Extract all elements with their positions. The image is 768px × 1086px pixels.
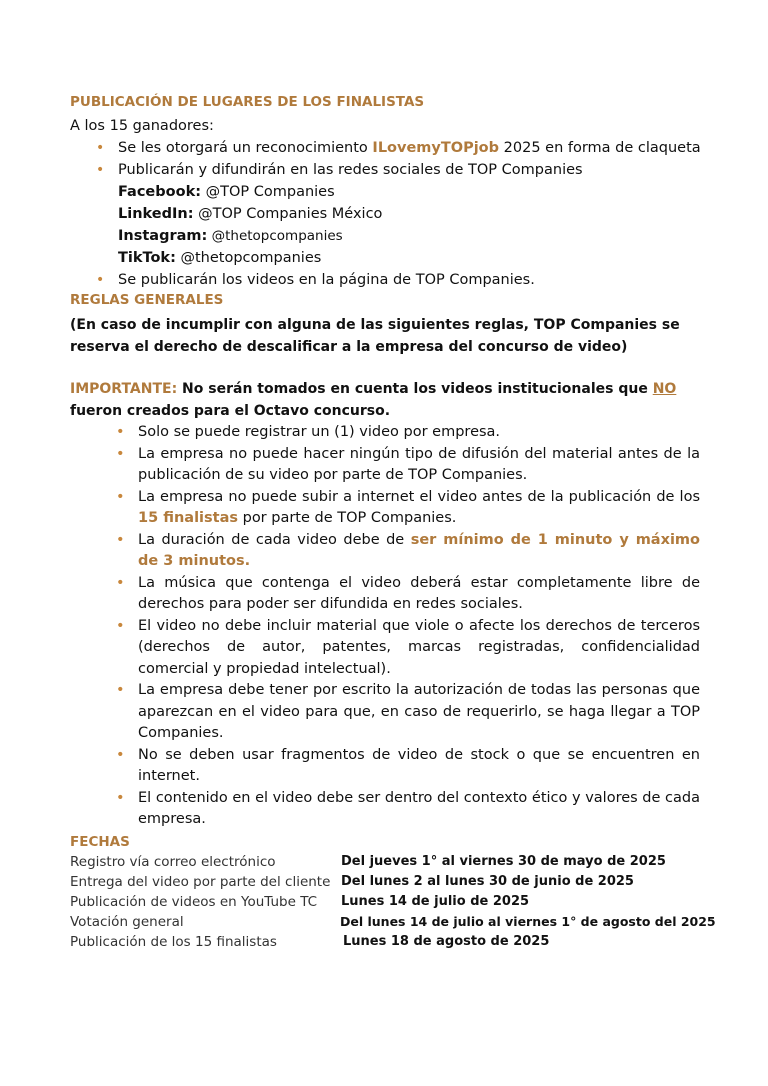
date-row [70,874,730,894]
section-title-publicacion: PUBLICACIÓN DE LUGARES DE LOS FINALISTAS [70,94,425,110]
intro-text: A los 15 ganadores: [70,118,214,134]
date-row [70,894,730,914]
bullet-icon: • [96,140,105,156]
rule-item: • La empresa no puede hacer ningún tipo de difusión del material antes de la publicación de su video por parte de TOP Companies. [138,444,700,487]
bullet-redes: Publicarán y difundirán en las redes sociales de TOP Companies [118,162,583,178]
bullet-text: Se les otorgará un reconocimiento [118,140,373,156]
important-label: IMPORTANTE: [70,381,178,397]
rule-text: La empresa no puede subir a internet el video antes de la publicación de los [138,488,700,505]
bullet-text: 2025 en forma de claqueta [499,140,701,156]
important-text: No serán tomados en cuenta los videos institucionales que [177,381,653,397]
bullet-reconocimiento [118,138,701,158]
date-label: Publicación de videos en YouTube TC [70,894,318,910]
date-row [70,854,730,874]
rule-text: La duración de cada video debe de [138,531,411,548]
bullet-pagina: Se publicarán los videos en la página de TOP Companies. [118,272,535,288]
rules-list [138,422,700,831]
important-no: NO [652,381,677,397]
date-value: Lunes 18 de agosto de 2025 [343,934,550,949]
section-title-reglas: REGLAS GENERALES [70,292,224,308]
warning-text: (En caso de incumplir con alguna de las siguientes reglas, TOP Companies se reserva el derecho de descalificar a la empresa del concurso de video) [70,317,680,355]
rule-item [138,530,700,573]
social-handle: @thetopcompanies [175,250,322,266]
section-title-fechas: FECHAS [70,834,130,850]
bullet-icon: • [96,272,105,288]
social-linkedin [118,204,382,224]
date-label: Entrega del video por parte del cliente [70,874,331,890]
date-label: Registro vía correo electrónico [70,854,276,870]
rule-item: • No se deben usar fragmentos de video de stock o que se encuentren en internet. [138,745,700,788]
date-value: Lunes 14 de julio de 2025 [341,894,530,909]
social-tiktok [118,248,321,268]
date-value: Del jueves 1° al viernes 30 de mayo de 2025 [341,854,666,869]
rule-item: • La empresa debe tener por escrito la autorización de todas las personas que aparezcan en el video para que, en caso de requerirlo, se haga llegar a TOP Companies. [138,680,700,745]
bullet-icon: • [96,162,105,178]
rule-item: • El video no debe incluir material que viole o afecte los derechos de terceros (derechos de autor, patentes, marcas registradas, confidencialidad comercial y propiedad intelectual). [138,616,700,681]
date-row [70,934,730,954]
important-text: fueron creados para el Octavo concurso. [70,403,391,419]
important-note [70,378,700,422]
date-value: Del lunes 14 de julio al viernes 1° de agosto del 2025 [340,914,716,929]
date-label: Publicación de los 15 finalistas [70,934,277,950]
rule-highlight: 15 finalistas [138,510,238,526]
social-handle: @TOP Companies México [193,206,383,222]
rule-item: • El contenido en el video debe ser dentro del contexto ético y valores de cada empresa. [138,788,700,831]
date-label: Votación general [70,914,184,930]
rule-highlight: ser mínimo de 1 minuto y máximo de 3 minutos. [138,531,700,569]
rule-text: por parte de TOP Companies. [238,510,457,526]
rule-item: • La música que contenga el video deberá estar completamente libre de derechos para poder ser difundida en redes sociales. [138,573,700,616]
brand-highlight: ILovemyTOPjob [372,140,500,156]
social-label: Facebook: [118,184,202,200]
social-handle: @thetopcompanies [207,228,343,244]
social-label: Instagram: [118,228,208,244]
social-label: LinkedIn: [118,206,194,222]
rule-item: • Solo se puede registrar un (1) video por empresa. [138,422,700,444]
social-instagram [118,226,343,246]
social-label: TikTok: [118,250,176,266]
social-handle: @TOP Companies [201,184,335,200]
social-facebook [118,182,335,202]
date-row [70,914,730,934]
rule-item [138,487,700,530]
date-value: Del lunes 2 al lunes 30 de junio de 2025 [341,874,634,889]
